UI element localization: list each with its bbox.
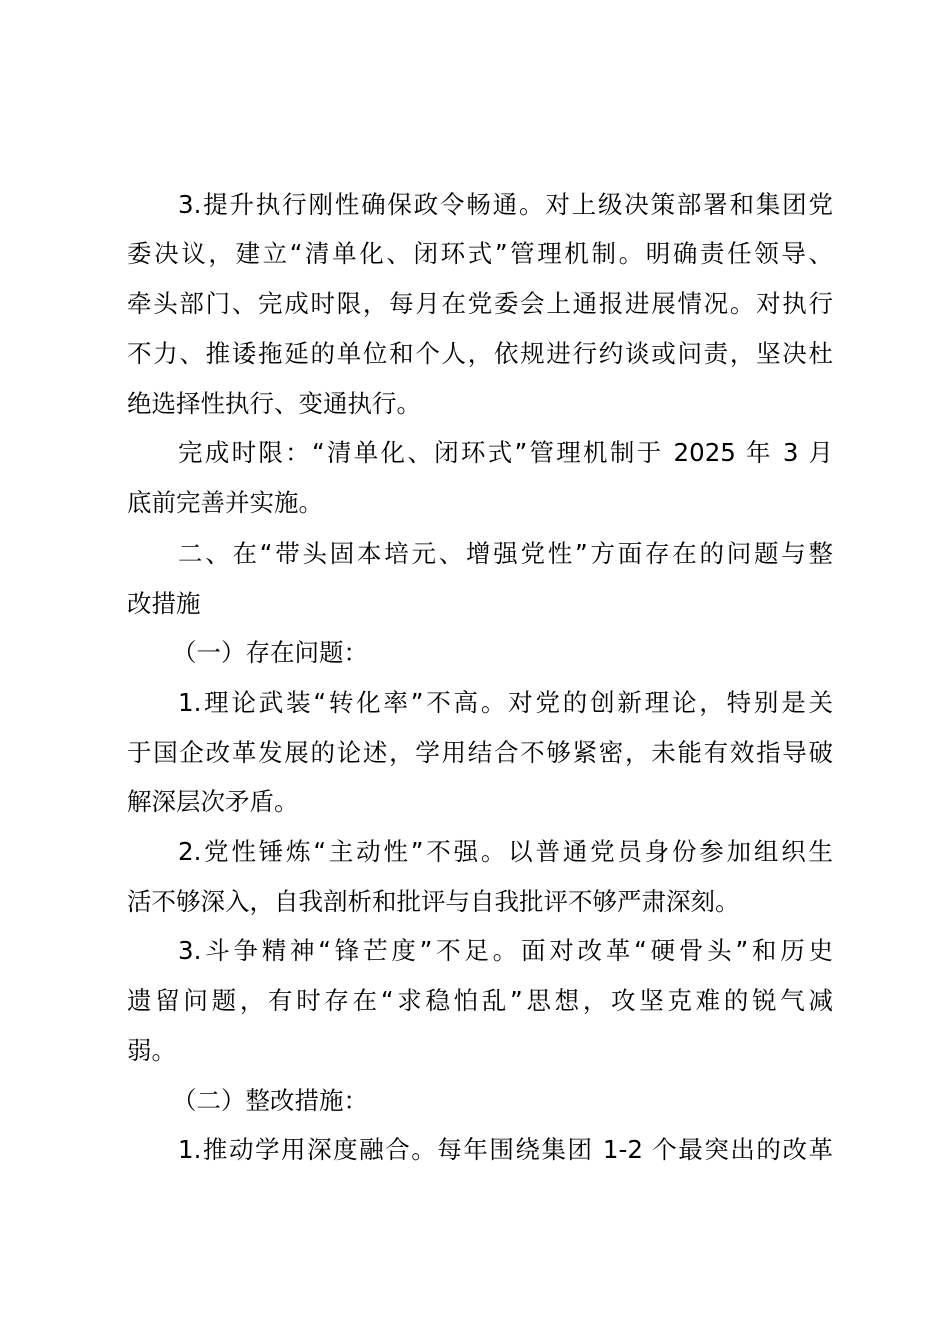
paragraph-line: 委决议，建立“清单化、闭环式”管理机制。明确责任领导、 [127, 239, 833, 268]
section-heading: 二、在“带头固本培元、增强党性”方面存在的问题与整 [178, 539, 833, 568]
paragraph-line: 弱。 [127, 1036, 176, 1065]
paragraph-line: 牵头部门、完成时限，每月在党委会上通报进展情况。对执行 [127, 289, 833, 318]
paragraph-line: 1.推动学用深度融合。每年围绕集团 1-2 个最突出的改革 [178, 1135, 833, 1164]
subsection-heading: （二）整改措施： [172, 1086, 368, 1115]
paragraph-line: 活不够深入，自我剖析和批评与自我批评不够严肃深刻。 [127, 887, 740, 916]
paragraph-line: 于国企改革发展的论述，学用结合不够紧密，未能有效指导破 [127, 738, 833, 767]
paragraph-line: 2.党性锤炼“主动性”不强。以普通党员身份参加组织生 [178, 837, 833, 866]
paragraph-line: 底前完善并实施。 [127, 488, 323, 517]
paragraph-line: 不力、推诿拖延的单位和个人，依规进行约谈或问责，坚决杜 [127, 339, 833, 368]
paragraph-line: 绝选择性执行、变通执行。 [127, 389, 421, 418]
paragraph-line: 3.提升执行刚性确保政令畅通。对上级决策部署和集团党 [178, 190, 833, 219]
paragraph-line: 1.理论武装“转化率”不高。对党的创新理论，特别是关 [178, 688, 833, 717]
paragraph-line: 遗留问题，有时存在“求稳怕乱”思想，攻坚克难的锐气减 [127, 986, 833, 1015]
paragraph-line: 3.斗争精神“锋芒度”不足。面对改革“硬骨头”和历史 [178, 936, 833, 965]
paragraph-line: 完成时限：“清单化、闭环式”管理机制于 2025 年 3 月 [178, 438, 833, 467]
paragraph-line: 解深层次矛盾。 [127, 787, 299, 816]
subsection-heading: （一）存在问题： [172, 638, 368, 667]
section-heading: 改措施 [127, 589, 201, 618]
